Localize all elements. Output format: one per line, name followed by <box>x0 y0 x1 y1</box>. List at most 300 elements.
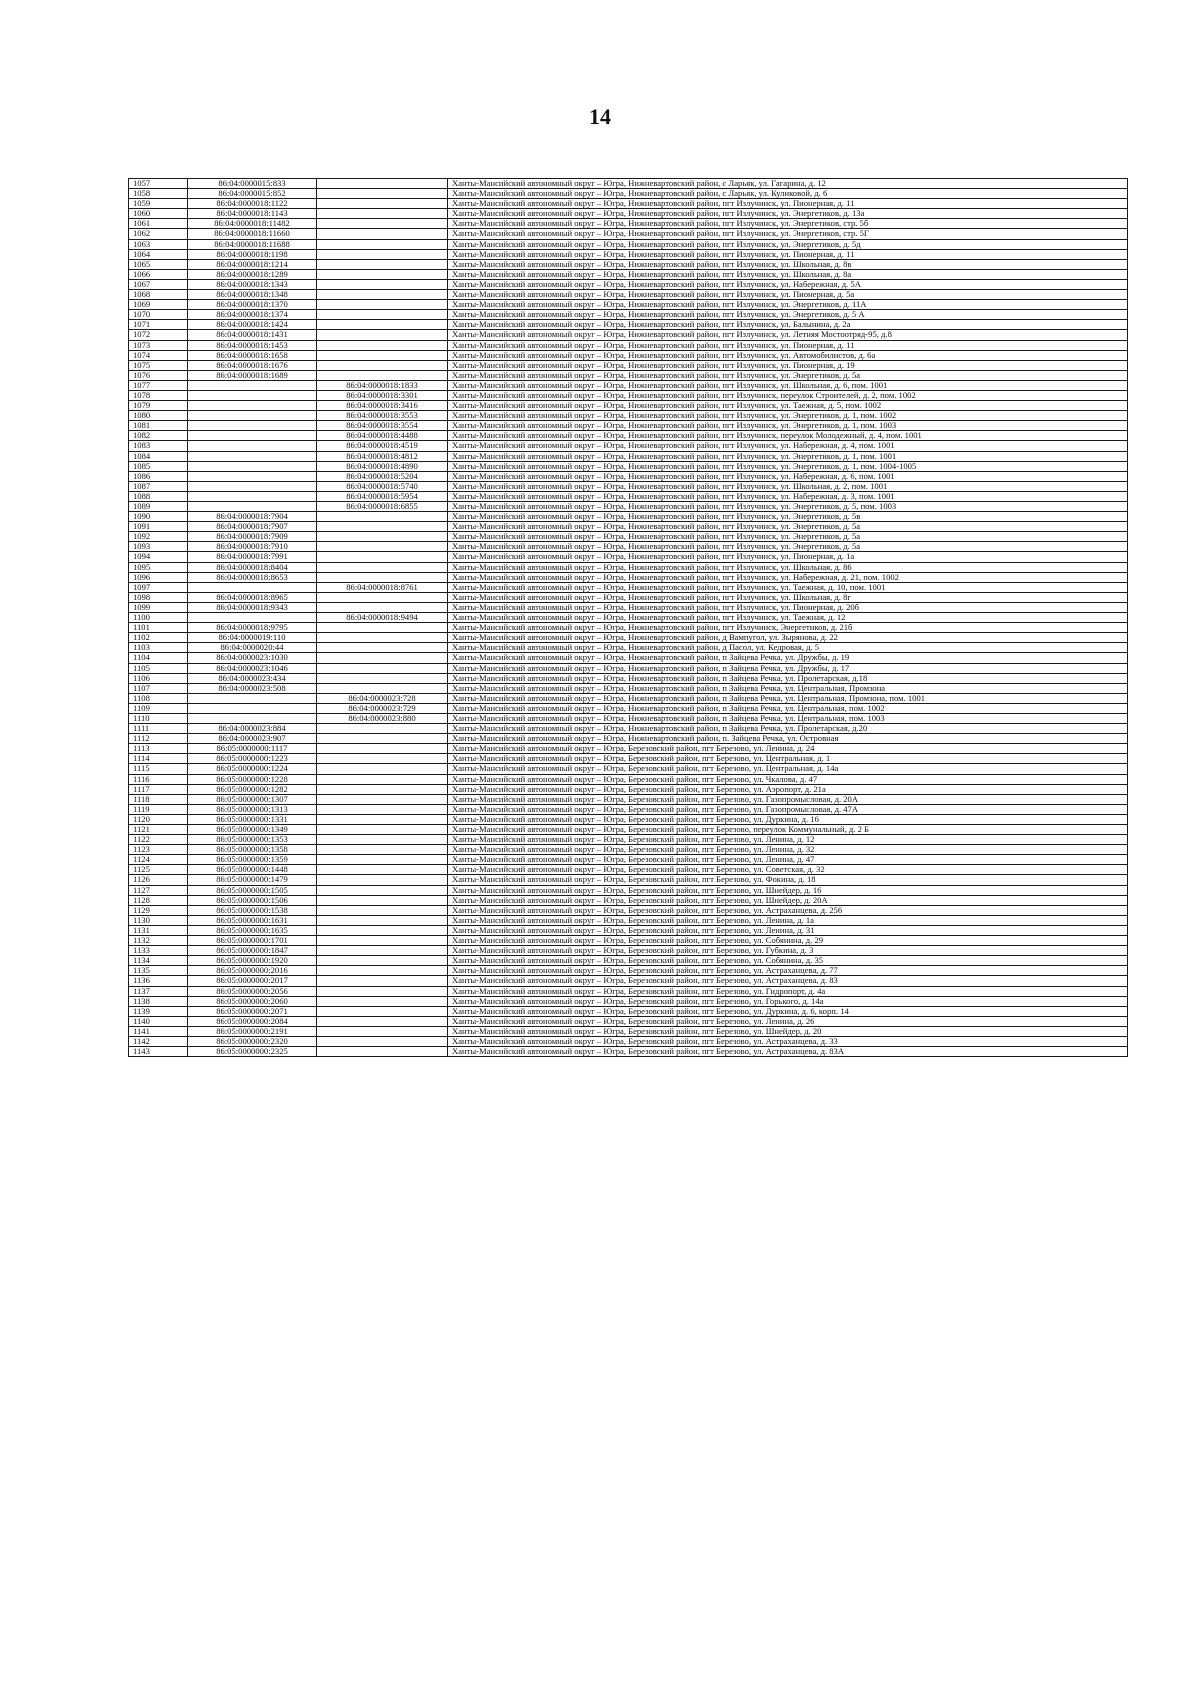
table-row <box>129 441 1128 451</box>
table-row <box>129 774 1128 784</box>
object-cadastral-number <box>317 956 448 966</box>
land-cadastral-number: 86:05:0000000:1117 <box>188 744 317 754</box>
land-cadastral-number <box>188 441 317 451</box>
object-cadastral-number <box>317 229 448 239</box>
land-cadastral-number: 86:04:0000018:8965 <box>188 592 317 602</box>
row-number: 1088 <box>129 491 188 501</box>
object-cadastral-number <box>317 875 448 885</box>
table-row <box>129 330 1128 340</box>
row-number: 1101 <box>129 623 188 633</box>
table-row <box>129 814 1128 824</box>
object-cadastral-number <box>317 522 448 532</box>
row-number: 1079 <box>129 401 188 411</box>
table-row <box>129 219 1128 229</box>
object-cadastral-number <box>317 1006 448 1016</box>
object-cadastral-number <box>317 542 448 552</box>
table-row <box>129 895 1128 905</box>
land-cadastral-number: 86:05:0000000:1282 <box>188 784 317 794</box>
table-row <box>129 502 1128 512</box>
row-number: 1106 <box>129 673 188 683</box>
table-row <box>129 491 1128 501</box>
object-cadastral-number <box>317 219 448 229</box>
object-cadastral-number <box>317 784 448 794</box>
row-number: 1085 <box>129 461 188 471</box>
object-cadastral-number <box>317 744 448 754</box>
object-cadastral-number <box>317 249 448 259</box>
table-row <box>129 239 1128 249</box>
row-number: 1107 <box>129 683 188 693</box>
land-cadastral-number: 86:04:0000018:7991 <box>188 552 317 562</box>
row-number: 1139 <box>129 1006 188 1016</box>
row-number: 1081 <box>129 421 188 431</box>
row-number: 1069 <box>129 300 188 310</box>
land-cadastral-number: 86:04:0000018:8653 <box>188 572 317 582</box>
object-cadastral-number <box>317 835 448 845</box>
table-row <box>129 915 1128 925</box>
address: Ханты-Мансийский автономный округ – Югра, Нижневартовский район, пгт Излучинск, ул. Набережная, д. 21, пом. 1002 <box>448 572 1128 582</box>
table-row <box>129 825 1128 835</box>
table-row <box>129 471 1128 481</box>
table-row <box>129 310 1128 320</box>
row-number: 1105 <box>129 663 188 673</box>
address: Ханты-Мансийский автономный округ – Югра, Нижневартовский район, пгт Излучинск, ул. Набережная, д. 6, пом. 1001 <box>448 471 1128 481</box>
land-cadastral-number <box>188 421 317 431</box>
row-number: 1074 <box>129 350 188 360</box>
address: Ханты-Мансийский автономный округ – Югра, Нижневартовский район, пгт Излучинск, ул. Энергетиков, д. 1, пом. 1004-1005 <box>448 461 1128 471</box>
address: Ханты-Мансийский автономный округ – Югра, Нижневартовский район, с Ларьяк, ул. Гагарина, д. 12 <box>448 179 1128 189</box>
land-cadastral-number: 86:04:0000018:7909 <box>188 532 317 542</box>
land-cadastral-number <box>188 582 317 592</box>
land-cadastral-number <box>188 411 317 421</box>
table-row <box>129 189 1128 199</box>
land-cadastral-number: 86:04:0000015:833 <box>188 179 317 189</box>
address: Ханты-Мансийский автономный округ – Югра, Нижневартовский район, пгт Излучинск, ул. Пионерная, д. 20б <box>448 602 1128 612</box>
address: Ханты-Мансийский автономный округ – Югра, Нижневартовский район, п Зайцева Речка, ул. Пролетарская, д.18 <box>448 673 1128 683</box>
address: Ханты-Мансийский автономный округ – Югра, Березовский район, пгт Березово, ул. Астраханцева, д. 256 <box>448 905 1128 915</box>
object-cadastral-number <box>317 189 448 199</box>
object-cadastral-number: 86:04:0000018:5740 <box>317 481 448 491</box>
land-cadastral-number: 86:05:0000000:1224 <box>188 764 317 774</box>
table-row <box>129 744 1128 754</box>
land-cadastral-number: 86:05:0000000:2084 <box>188 1016 317 1026</box>
table-row <box>129 461 1128 471</box>
row-number: 1094 <box>129 552 188 562</box>
address: Ханты-Мансийский автономный округ – Югра, Нижневартовский район, пгт Излучинск, ул. Набережная, д. 4, пом. 1001 <box>448 441 1128 451</box>
address: Ханты-Мансийский автономный округ – Югра, Нижневартовский район, пгт Излучинск, ул. Энергетиков, д. 1, пом. 1001 <box>448 451 1128 461</box>
address: Ханты-Мансийский автономный округ – Югра, Нижневартовский район, пгт Излучинск, ул. Пионерная, д. 11 <box>448 340 1128 350</box>
row-number: 1067 <box>129 279 188 289</box>
object-cadastral-number <box>317 936 448 946</box>
land-cadastral-number <box>188 451 317 461</box>
table-row <box>129 481 1128 491</box>
address: Ханты-Мансийский автономный округ – Югра, Нижневартовский район, пгт Излучинск, ул. Таежная, д. 5, пом. 1002 <box>448 401 1128 411</box>
row-number: 1102 <box>129 633 188 643</box>
object-cadastral-number <box>317 572 448 582</box>
address: Ханты-Мансийский автономный округ – Югра, Нижневартовский район, пгт Излучинск, переулок Молодежный, д. 4, пом. 1001 <box>448 431 1128 441</box>
table-row <box>129 360 1128 370</box>
object-cadastral-number <box>317 592 448 602</box>
address: Ханты-Мансийский автономный округ – Югра, Березовский район, пгт Березово, ул. Астраханцева, д. 83А <box>448 1047 1128 1057</box>
address: Ханты-Мансийский автономный округ – Югра, Нижневартовский район, пгт Излучинск, ул. Энергетиков, д. 5в <box>448 512 1128 522</box>
object-cadastral-number <box>317 774 448 784</box>
address: Ханты-Мансийский автономный округ – Югра, Нижневартовский район, пгт Излучинск, ул. Энергетиков, д. 5а <box>448 542 1128 552</box>
land-cadastral-number: 86:04:0000018:7904 <box>188 512 317 522</box>
table-row <box>129 703 1128 713</box>
address: Ханты-Мансийский автономный округ – Югра, Березовский район, пгт Березово, ул. Ленина, д. 24 <box>448 744 1128 754</box>
address: Ханты-Мансийский автономный округ – Югра, Березовский район, пгт Березово, ул. Дуркина, д. 6, корп. 14 <box>448 1006 1128 1016</box>
registry-body <box>129 179 1128 1057</box>
land-cadastral-number: 86:05:0000000:1635 <box>188 925 317 935</box>
row-number: 1118 <box>129 794 188 804</box>
address: Ханты-Мансийский автономный округ – Югра, Березовский район, пгт Березово, переулок Коммунальный, д. 2 Б <box>448 825 1128 835</box>
address: Ханты-Мансийский автономный округ – Югра, Нижневартовский район, пгт Излучинск, ул. Энергетиков, д. 13а <box>448 209 1128 219</box>
land-cadastral-number: 86:05:0000000:1331 <box>188 814 317 824</box>
table-row <box>129 249 1128 259</box>
land-cadastral-number <box>188 703 317 713</box>
row-number: 1086 <box>129 471 188 481</box>
row-number: 1126 <box>129 875 188 885</box>
land-cadastral-number: 86:04:0000020:44 <box>188 643 317 653</box>
address: Ханты-Мансийский автономный округ – Югра, Березовский район, пгт Березово, ул. Собянина, д. 29 <box>448 936 1128 946</box>
table-row <box>129 572 1128 582</box>
table-row <box>129 592 1128 602</box>
table-row <box>129 542 1128 552</box>
land-cadastral-number <box>188 461 317 471</box>
object-cadastral-number <box>317 915 448 925</box>
object-cadastral-number: 86:04:0000018:3301 <box>317 390 448 400</box>
table-row <box>129 966 1128 976</box>
address: Ханты-Мансийский автономный округ – Югра, Нижневартовский район, п Зайцева Речка, ул. Центральная, Промзона, пом. 1001 <box>448 693 1128 703</box>
object-cadastral-number: 86:04:0000018:1833 <box>317 380 448 390</box>
land-cadastral-number: 86:05:0000000:2071 <box>188 1006 317 1016</box>
row-number: 1068 <box>129 290 188 300</box>
row-number: 1070 <box>129 310 188 320</box>
table-row <box>129 996 1128 1006</box>
object-cadastral-number: 86:04:0000018:6855 <box>317 502 448 512</box>
land-cadastral-number: 86:04:0000018:1689 <box>188 370 317 380</box>
row-number: 1128 <box>129 895 188 905</box>
object-cadastral-number <box>317 976 448 986</box>
address: Ханты-Мансийский автономный округ – Югра, Березовский район, пгт Березово, ул. Газопромысловая, д. 20А <box>448 794 1128 804</box>
address: Ханты-Мансийский автономный округ – Югра, Нижневартовский район, пгт Излучинск, ул. Энергетиков, стр. 5б <box>448 219 1128 229</box>
object-cadastral-number <box>317 532 448 542</box>
table-row <box>129 562 1128 572</box>
row-number: 1064 <box>129 249 188 259</box>
address: Ханты-Мансийский автономный округ – Югра, Нижневартовский район, пгт Излучинск, ул. Энергетиков, д. 5а <box>448 522 1128 532</box>
land-cadastral-number: 86:04:0000018:1214 <box>188 259 317 269</box>
object-cadastral-number <box>317 996 448 1006</box>
address: Ханты-Мансийский автономный округ – Югра, Нижневартовский район, с Ларьяк, ул. Куликовой, д. 6 <box>448 189 1128 199</box>
object-cadastral-number <box>317 966 448 976</box>
row-number: 1142 <box>129 1036 188 1046</box>
land-cadastral-number: 86:04:0000018:1370 <box>188 300 317 310</box>
table-row <box>129 643 1128 653</box>
object-cadastral-number: 86:04:0000018:4890 <box>317 461 448 471</box>
object-cadastral-number <box>317 179 448 189</box>
address: Ханты-Мансийский автономный округ – Югра, Нижневартовский район, пгт Излучинск, ул. Пионерная, д. 1а <box>448 552 1128 562</box>
address: Ханты-Мансийский автономный округ – Югра, Нижневартовский район, пгт Излучинск, ул. Энергетиков, д. 5а <box>448 370 1128 380</box>
object-cadastral-number: 86:04:0000018:3416 <box>317 401 448 411</box>
object-cadastral-number <box>317 633 448 643</box>
address: Ханты-Мансийский автономный округ – Югра, Березовский район, пгт Березово, ул. Ленина, д. 31 <box>448 925 1128 935</box>
row-number: 1078 <box>129 390 188 400</box>
address: Ханты-Мансийский автономный округ – Югра, Нижневартовский район, п Зайцева Речка, ул. Центральная, пом. 1002 <box>448 703 1128 713</box>
object-cadastral-number <box>317 239 448 249</box>
object-cadastral-number <box>317 1016 448 1026</box>
object-cadastral-number: 86:04:0000023:728 <box>317 693 448 703</box>
row-number: 1098 <box>129 592 188 602</box>
row-number: 1130 <box>129 915 188 925</box>
table-row <box>129 713 1128 723</box>
land-cadastral-number <box>188 431 317 441</box>
land-cadastral-number: 86:05:0000000:1349 <box>188 825 317 835</box>
row-number: 1057 <box>129 179 188 189</box>
land-cadastral-number: 86:04:0000018:7907 <box>188 522 317 532</box>
address: Ханты-Мансийский автономный округ – Югра, Березовский район, пгт Березово, ул. Шнейдер, д. 20 <box>448 1026 1128 1036</box>
table-row <box>129 1006 1128 1016</box>
property-registry-table <box>128 178 1128 1057</box>
row-number: 1111 <box>129 724 188 734</box>
table-row <box>129 905 1128 915</box>
row-number: 1090 <box>129 512 188 522</box>
object-cadastral-number <box>317 1026 448 1036</box>
page-number: 14 <box>589 104 611 129</box>
object-cadastral-number <box>317 209 448 219</box>
object-cadastral-number <box>317 724 448 734</box>
address: Ханты-Мансийский автономный округ – Югра, Нижневартовский район, пгт Излучинск, ул. Школьная, д. 8в <box>448 259 1128 269</box>
address: Ханты-Мансийский автономный округ – Югра, Нижневартовский район, пгт Излучинск, ул. Таежная, д. 12 <box>448 613 1128 623</box>
object-cadastral-number <box>317 320 448 330</box>
land-cadastral-number: 86:04:0000018:1658 <box>188 350 317 360</box>
object-cadastral-number <box>317 310 448 320</box>
table-row <box>129 552 1128 562</box>
row-number: 1119 <box>129 804 188 814</box>
address: Ханты-Мансийский автономный округ – Югра, Нижневартовский район, п Зайцева Речка, ул. Дружбы, д. 17 <box>448 663 1128 673</box>
table-row <box>129 1026 1128 1036</box>
table-row <box>129 522 1128 532</box>
object-cadastral-number <box>317 290 448 300</box>
object-cadastral-number: 86:04:0000018:9494 <box>317 613 448 623</box>
address: Ханты-Мансийский автономный округ – Югра, Нижневартовский район, пгт Излучинск, Энергетиков, д. 21б <box>448 623 1128 633</box>
address: Ханты-Мансийский автономный округ – Югра, Березовский район, пгт Березово, ул. Советская, д. 32 <box>448 865 1128 875</box>
land-cadastral-number: 86:05:0000000:2060 <box>188 996 317 1006</box>
land-cadastral-number: 86:04:0000023:884 <box>188 724 317 734</box>
land-cadastral-number: 86:05:0000000:1359 <box>188 855 317 865</box>
table-row <box>129 986 1128 996</box>
table-row <box>129 764 1128 774</box>
address: Ханты-Мансийский автономный округ – Югра, Березовский район, пгт Березово, ул. Астраханцева, д. 83 <box>448 976 1128 986</box>
land-cadastral-number: 86:05:0000000:1307 <box>188 794 317 804</box>
address: Ханты-Мансийский автономный округ – Югра, Нижневартовский район, пгт Излучинск, ул. Летняя Мостоотряд-95, д.8 <box>448 330 1128 340</box>
row-number: 1125 <box>129 865 188 875</box>
address: Ханты-Мансийский автономный округ – Югра, Нижневартовский район, пгт Излучинск, ул. Пионерная, д. 5а <box>448 290 1128 300</box>
row-number: 1135 <box>129 966 188 976</box>
address: Ханты-Мансийский автономный округ – Югра, Березовский район, пгт Березово, ул. Фокина, д. 18 <box>448 875 1128 885</box>
land-cadastral-number: 86:04:0000018:1143 <box>188 209 317 219</box>
address: Ханты-Мансийский автономный округ – Югра, Нижневартовский район, пгт Излучинск, ул. Энергетиков, д. 5а <box>448 532 1128 542</box>
address: Ханты-Мансийский автономный округ – Югра, Нижневартовский район, пгт Излучинск, ул. Школьная, д. 86 <box>448 562 1128 572</box>
land-cadastral-number: 86:05:0000000:2017 <box>188 976 317 986</box>
object-cadastral-number: 86:04:0000018:4812 <box>317 451 448 461</box>
land-cadastral-number <box>188 390 317 400</box>
object-cadastral-number <box>317 269 448 279</box>
row-number: 1089 <box>129 502 188 512</box>
row-number: 1137 <box>129 986 188 996</box>
land-cadastral-number: 86:04:0000018:1431 <box>188 330 317 340</box>
address: Ханты-Мансийский автономный округ – Югра, Нижневартовский район, пгт Излучинск, ул. Энергетиков, д. 5, пом. 1003 <box>448 502 1128 512</box>
row-number: 1136 <box>129 976 188 986</box>
row-number: 1112 <box>129 734 188 744</box>
table-row <box>129 804 1128 814</box>
table-row <box>129 179 1128 189</box>
land-cadastral-number: 86:04:0000018:1676 <box>188 360 317 370</box>
land-cadastral-number: 86:04:0000018:9795 <box>188 623 317 633</box>
address: Ханты-Мансийский автономный округ – Югра, Нижневартовский район, пгт Излучинск, ул. Школьная, д. 6, пом. 1001 <box>448 380 1128 390</box>
table-row <box>129 835 1128 845</box>
row-number: 1083 <box>129 441 188 451</box>
object-cadastral-number <box>317 895 448 905</box>
land-cadastral-number: 86:05:0000000:1358 <box>188 845 317 855</box>
row-number: 1121 <box>129 825 188 835</box>
land-cadastral-number: 86:04:0000023:1046 <box>188 663 317 673</box>
table-row <box>129 340 1128 350</box>
row-number: 1087 <box>129 481 188 491</box>
address: Ханты-Мансийский автономный округ – Югра, Березовский район, пгт Березово, ул. Ленина, д. 1а <box>448 915 1128 925</box>
row-number: 1103 <box>129 643 188 653</box>
table-row <box>129 875 1128 885</box>
land-cadastral-number: 86:05:0000000:1448 <box>188 865 317 875</box>
table-row <box>129 885 1128 895</box>
object-cadastral-number: 86:04:0000018:8761 <box>317 582 448 592</box>
address: Ханты-Мансийский автономный округ – Югра, Нижневартовский район, пгт Излучинск, ул. Пионерная, д. 11 <box>448 249 1128 259</box>
row-number: 1065 <box>129 259 188 269</box>
object-cadastral-number <box>317 754 448 764</box>
table-row <box>129 512 1128 522</box>
object-cadastral-number <box>317 865 448 875</box>
land-cadastral-number: 86:05:0000000:1505 <box>188 885 317 895</box>
address: Ханты-Мансийский автономный округ – Югра, Березовский район, пгт Березово, ул. Астраханцева, д. 77 <box>448 966 1128 976</box>
address: Ханты-Мансийский автономный округ – Югра, Березовский район, пгт Березово, ул. Чкалова, д. 47 <box>448 774 1128 784</box>
row-number: 1061 <box>129 219 188 229</box>
table-row <box>129 946 1128 956</box>
table-row <box>129 865 1128 875</box>
land-cadastral-number: 86:04:0000018:1343 <box>188 279 317 289</box>
table-row <box>129 956 1128 966</box>
table-row <box>129 259 1128 269</box>
address: Ханты-Мансийский автономный округ – Югра, Нижневартовский район, пгт Излучинск, ул. Пионерная, д. 19 <box>448 360 1128 370</box>
address: Ханты-Мансийский автономный округ – Югра, Нижневартовский район, пгт Излучинск, ул. Таежная, д. 10, пом. 1001 <box>448 582 1128 592</box>
land-cadastral-number <box>188 613 317 623</box>
table-row <box>129 623 1128 633</box>
land-cadastral-number <box>188 502 317 512</box>
object-cadastral-number <box>317 683 448 693</box>
table-row <box>129 290 1128 300</box>
land-cadastral-number: 86:04:0000023:508 <box>188 683 317 693</box>
object-cadastral-number <box>317 562 448 572</box>
land-cadastral-number <box>188 380 317 390</box>
object-cadastral-number <box>317 330 448 340</box>
object-cadastral-number <box>317 370 448 380</box>
land-cadastral-number <box>188 693 317 703</box>
address: Ханты-Мансийский автономный округ – Югра, Нижневартовский район, пгт Излучинск, ул. Энергетиков, д. 1, пом. 1003 <box>448 421 1128 431</box>
row-number: 1138 <box>129 996 188 1006</box>
object-cadastral-number <box>317 804 448 814</box>
address: Ханты-Мансийский автономный округ – Югра, Березовский район, пгт Березово, ул. Собянина, д. 35 <box>448 956 1128 966</box>
address: Ханты-Мансийский автономный округ – Югра, Нижневартовский район, пгт Излучинск, ул. Школьная, д. 2, пом. 1001 <box>448 481 1128 491</box>
address: Ханты-Мансийский автономный округ – Югра, Березовский район, пгт Березово, ул. Ленина, д. 32 <box>448 845 1128 855</box>
object-cadastral-number: 86:04:0000018:3554 <box>317 421 448 431</box>
land-cadastral-number: 86:04:0000019:110 <box>188 633 317 643</box>
address: Ханты-Мансийский автономный округ – Югра, Березовский район, пгт Березово, ул. Горького, д. 14а <box>448 996 1128 1006</box>
table-row <box>129 209 1128 219</box>
address: Ханты-Мансийский автономный округ – Югра, Березовский район, пгт Березово, ул. Аэропорт, д. 21а <box>448 784 1128 794</box>
object-cadastral-number <box>317 946 448 956</box>
object-cadastral-number <box>317 259 448 269</box>
object-cadastral-number: 86:04:0000018:4519 <box>317 441 448 451</box>
table-row <box>129 976 1128 986</box>
object-cadastral-number <box>317 794 448 804</box>
land-cadastral-number: 86:04:0000018:11688 <box>188 239 317 249</box>
land-cadastral-number: 86:05:0000000:1538 <box>188 905 317 915</box>
table-row <box>129 633 1128 643</box>
address: Ханты-Мансийский автономный округ – Югра, Березовский район, пгт Березово, ул. Шнейдер, д. 16 <box>448 885 1128 895</box>
row-number: 1066 <box>129 269 188 279</box>
table-row <box>129 431 1128 441</box>
address: Ханты-Мансийский автономный округ – Югра, Березовский район, пгт Березово, ул. Шнейдер, д. 20А <box>448 895 1128 905</box>
row-number: 1084 <box>129 451 188 461</box>
address: Ханты-Мансийский автономный округ – Югра, Березовский район, пгт Березово, ул. Центральная, д. 14а <box>448 764 1128 774</box>
table-row <box>129 390 1128 400</box>
land-cadastral-number: 86:05:0000000:2191 <box>188 1026 317 1036</box>
object-cadastral-number <box>317 279 448 289</box>
land-cadastral-number: 86:05:0000000:1228 <box>188 774 317 784</box>
address: Ханты-Мансийский автономный округ – Югра, Нижневартовский район, пгт Излучинск, ул. Школьная, д. 8г <box>448 592 1128 602</box>
land-cadastral-number: 86:04:0000023:434 <box>188 673 317 683</box>
table-row <box>129 1016 1128 1026</box>
table-row <box>129 925 1128 935</box>
land-cadastral-number: 86:05:0000000:2320 <box>188 1036 317 1046</box>
object-cadastral-number <box>317 734 448 744</box>
address: Ханты-Мансийский автономный округ – Югра, Березовский район, пгт Березово, ул. Ленина, д. 12 <box>448 835 1128 845</box>
address: Ханты-Мансийский автономный округ – Югра, Березовский район, пгт Березово, ул. Ленина, д. 26 <box>448 1016 1128 1026</box>
land-cadastral-number: 86:05:0000000:1479 <box>188 875 317 885</box>
address: Ханты-Мансийский автономный округ – Югра, Нижневартовский район, п Зайцева Речка, ул. Центральная, Промзона <box>448 683 1128 693</box>
table-row <box>129 936 1128 946</box>
table-row <box>129 532 1128 542</box>
object-cadastral-number <box>317 925 448 935</box>
object-cadastral-number <box>317 764 448 774</box>
row-number: 1059 <box>129 199 188 209</box>
table-row <box>129 582 1128 592</box>
object-cadastral-number <box>317 855 448 865</box>
row-number: 1072 <box>129 330 188 340</box>
row-number: 1075 <box>129 360 188 370</box>
object-cadastral-number: 86:04:0000018:3553 <box>317 411 448 421</box>
object-cadastral-number <box>317 905 448 915</box>
object-cadastral-number <box>317 653 448 663</box>
row-number: 1082 <box>129 431 188 441</box>
object-cadastral-number <box>317 360 448 370</box>
land-cadastral-number: 86:05:0000000:1847 <box>188 946 317 956</box>
table-row <box>129 794 1128 804</box>
address: Ханты-Мансийский автономный округ – Югра, Нижневартовский район, д Вампугол, ул. Зырянова, д. 22 <box>448 633 1128 643</box>
address: Ханты-Мансийский автономный округ – Югра, Нижневартовский район, пгт Излучинск, ул. Пионерная, д. 11 <box>448 199 1128 209</box>
row-number: 1099 <box>129 602 188 612</box>
land-cadastral-number <box>188 481 317 491</box>
row-number: 1140 <box>129 1016 188 1026</box>
address: Ханты-Мансийский автономный округ – Югра, Нижневартовский район, пгт Излучинск, ул. Энергетиков, д. 5д <box>448 239 1128 249</box>
table-row <box>129 401 1128 411</box>
